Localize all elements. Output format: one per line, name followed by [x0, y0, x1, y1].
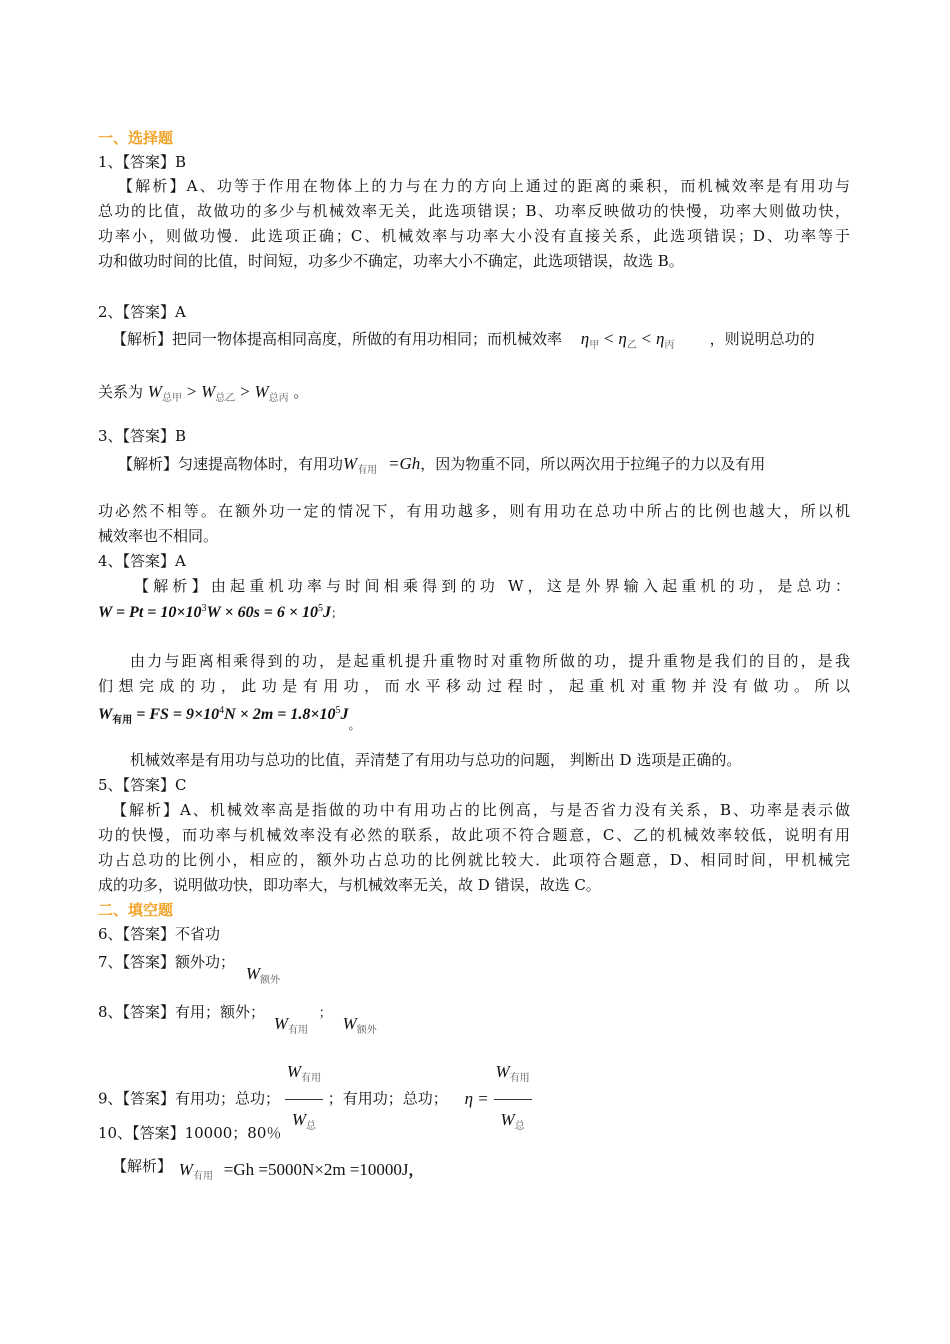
- q5-analysis-line3: 功占总功的比例小，相应的，额外功占总功的比例就比较大．此项符合题意，D、相同时间，甲机械完: [98, 851, 850, 869]
- q5-analysis-line2: 功的快慢，而功率与机械效率没有必然的联系，故此项不符合题意，C、乙的机械效率较低，说明有用: [98, 826, 850, 844]
- q4-analysis-line3: 们想完成的功，此功是有用功，而水平移动过程时，起重机对重物并没有做功。所以: [98, 677, 850, 695]
- q2-analysis-line1: [112, 328, 815, 357]
- q2-efficiency-formula: $\eta_甲 < \eta_乙 < \eta_丙$: [580, 329, 675, 351]
- q9-fraction-1: $\frac{W_{有用}}{W_总}$: [285, 1052, 323, 1147]
- q3-analysis-line3: 械效率也不相同。: [98, 527, 219, 545]
- q1-analysis-line2: 总功的比值，故做功的多少与机械效率无关，此选项错误；B、功率反映做功的快慢，功率大则做功快，: [98, 202, 850, 220]
- q4-analysis-line2: 由力与距离相乘得到的功，是起重机提升重物时对重物所做的功，提升重物是我们的目的，是我: [130, 652, 850, 670]
- q5-answer: 5、【答案】C: [98, 776, 187, 794]
- q7-answer: 7、【答案】额外功； $W_{额外}$: [98, 953, 280, 986]
- q1-answer: 1、【答案】B: [98, 153, 187, 171]
- q8-answer: 8、【答案】有用；额外； $W_{有用}$ ； $W_{额外}$: [98, 1003, 377, 1036]
- section-title-fill: 二、填空题: [98, 901, 174, 919]
- q3-answer: 3、【答案】B: [98, 427, 187, 445]
- q1-analysis-line1: 【解析】A、功等于作用在物体上的力与在力的方向上通过的距离的乘积，而机械效率是有用功与: [118, 177, 850, 195]
- q5-analysis-line1: 【解析】A、机械效率高是指做的功中有用功占的比例高，与是否省力没有关系，B、功率是表示做: [112, 801, 850, 819]
- q4-analysis-line4: 机械效率是有用功与总功的比值，弄清楚了有用功与总功的问题， 判断出 D 选项是正确的。: [130, 751, 742, 769]
- q2-analysis-line2: 关系为 $W_{总甲} > W_{总乙} > W_{总丙}$ 。: [98, 382, 309, 404]
- q1-analysis-line4: 功和做功时间的比值，时间短，功多少不确定，功率大小不确定，此选项错误，故选 B。: [98, 252, 684, 270]
- q6-answer: 6、【答案】不省功: [98, 925, 221, 943]
- q3-analysis-line1: 【解析】匀速提高物体时，有用功$W_{有用} =Gh$，因为物重不同，所以两次用于拉绳子的力以及有用: [118, 454, 766, 476]
- q4-answer: 4、【答案】A: [98, 552, 186, 570]
- q1-analysis-line3: 功率小，则做功慢．此选项正确；C、机械效率与功率大小没有直接关系，此选项错误；D、功率等于: [98, 227, 850, 245]
- q3-analysis-line2: 功必然不相等。在额外功一定的情况下，有用功越多，则有用功在总功中所占的比例也越大，所以机: [98, 502, 850, 520]
- q4-formula-useful-work: $W_{有用}$ = FS = $9\times 10^4N \times 2m = 1.8\times 10^5J_。$: [98, 705, 361, 732]
- q10-analysis: 【解析】 $W_{有用} =Gh =5000N\times 2m =10000J$，: [112, 1157, 424, 1182]
- q2-work-formula: $W_{总甲} > W_{总乙} > W_{总丙}$: [147, 382, 289, 404]
- section-title-choice: 一、选择题: [98, 129, 174, 147]
- q2-text-tail: ，则说明总功的: [709, 330, 815, 348]
- q4-formula-total-work: $W = Pt = 10\times 10^3W \times 60s = 6 \times 10^5J$；: [98, 603, 344, 621]
- q9-answer: 9、【答案】有用功；总功； $\frac{W_{有用}}{W_总}$ ；有用功；总功； η = $\frac{W_{有用}}{W_总}$: [98, 1052, 532, 1147]
- q9-fraction-2: $\frac{W_{有用}}{W_总}$: [494, 1052, 532, 1147]
- q5-analysis-line4: 成的功多，说明做功快，即功率大，与机械效率无关，故 D 错误，故选 C。: [98, 876, 601, 894]
- q4-analysis-line1: 【解析】由起重机功率与时间相乘得到的功 W，这是外界输入起重机的功，是总功：: [134, 577, 850, 595]
- q2-answer: 2、【答案】A: [98, 303, 186, 321]
- q2-text: 【解析】把同一物体提高相同高度，所做的有用功相同；而机械效率: [112, 330, 563, 348]
- q10-answer: 10、【答案】10000；80％: [98, 1124, 282, 1142]
